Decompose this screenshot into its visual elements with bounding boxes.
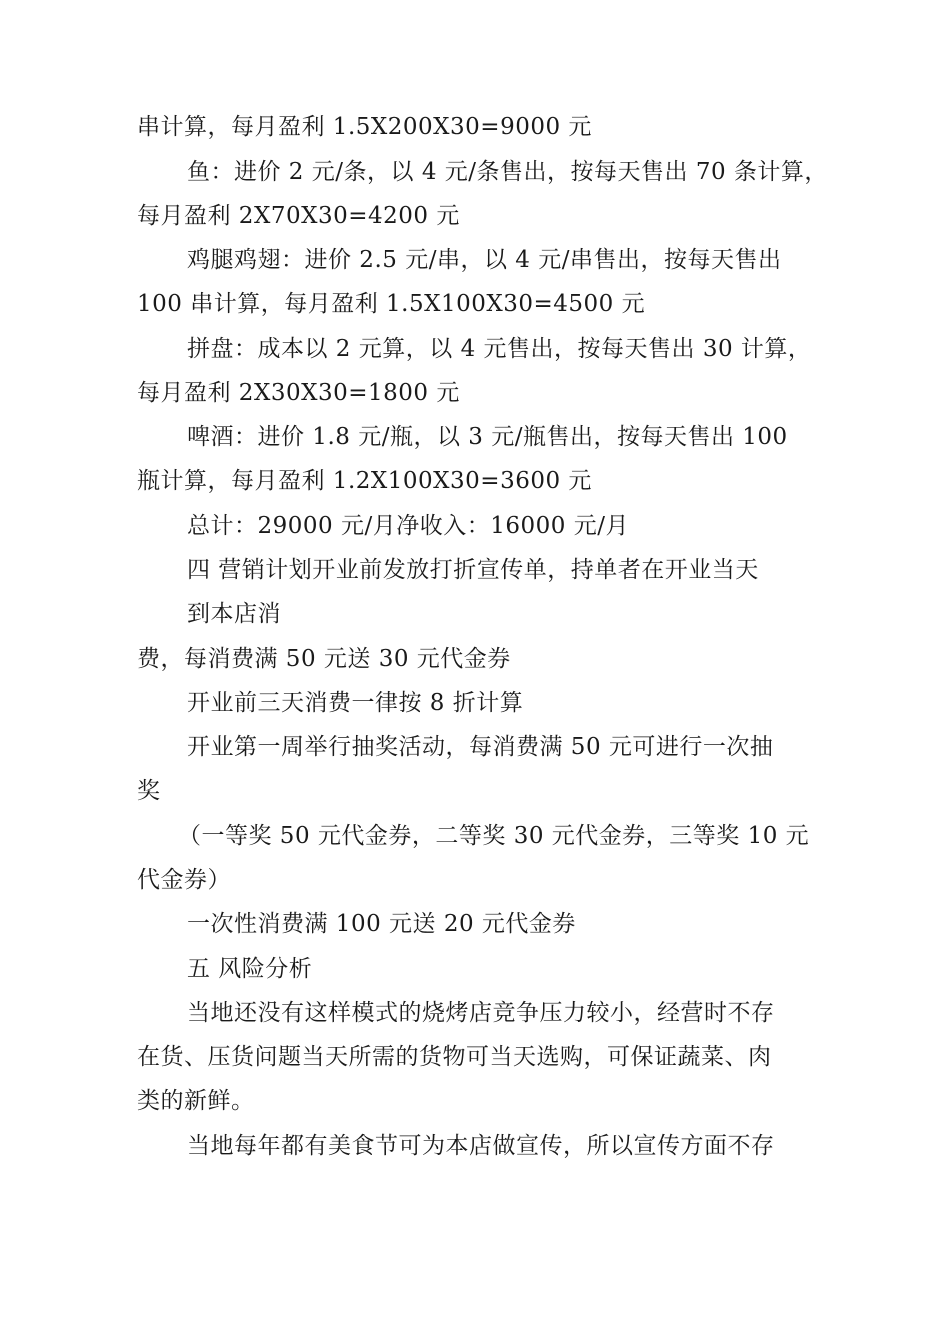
text-line: 开业前三天消费一律按 8 折计算 (187, 690, 524, 716)
text-line: 每月盈利 2X30X30=1800 元 (137, 380, 460, 406)
text-line: 类的新鲜。 (137, 1088, 255, 1114)
text-line: 代金券） (137, 867, 231, 893)
text-line: 总计：29000 元/月净收入：16000 元/月 (187, 513, 629, 539)
text-line: 瓶计算，每月盈利 1.2X100X30=3600 元 (137, 468, 592, 494)
text-line: 鱼：进价 2 元/条，以 4 元/条售出，按每天售出 70 条计算， (187, 159, 828, 185)
text-line: 串计算，每月盈利 1.5X200X30=9000 元 (137, 114, 592, 140)
text-line: 在货、压货问题当天所需的货物可当天选购，可保证蔬菜、肉 (137, 1044, 772, 1070)
text-line: 每月盈利 2X70X30=4200 元 (137, 203, 460, 229)
text-line: 一次性消费满 100 元送 20 元代金券 (187, 911, 576, 937)
text-line: 开业第一周举行抽奖活动，每消费满 50 元可进行一次抽 (187, 734, 774, 760)
text-line: 100 串计算，每月盈利 1.5X100X30=4500 元 (137, 291, 646, 317)
text-line: 奖 (137, 778, 161, 804)
text-line: 鸡腿鸡翅：进价 2.5 元/串，以 4 元/串售出，按每天售出 (187, 247, 782, 273)
text-line: 当地还没有这样模式的烧烤店竞争压力较小，经营时不存 (187, 1000, 775, 1026)
text-line: 到本店消 (187, 601, 281, 627)
text-line: 费，每消费满 50 元送 30 元代金券 (137, 646, 511, 672)
section-heading-risk: 五 风险分析 (187, 956, 313, 982)
text-line: 拼盘：成本以 2 元算，以 4 元售出，按每天售出 30 计算， (187, 336, 812, 362)
text-line: （一等奖 50 元代金券，二等奖 30 元代金券，三等奖 10 元 (178, 823, 810, 849)
section-heading-marketing: 四 营销计划开业前发放打折宣传单，持单者在开业当天 (187, 557, 759, 583)
text-line: 当地每年都有美食节可为本店做宣传，所以宣传方面不存 (187, 1133, 775, 1159)
text-line: 啤酒：进价 1.8 元/瓶，以 3 元/瓶售出，按每天售出 100 (187, 424, 788, 450)
